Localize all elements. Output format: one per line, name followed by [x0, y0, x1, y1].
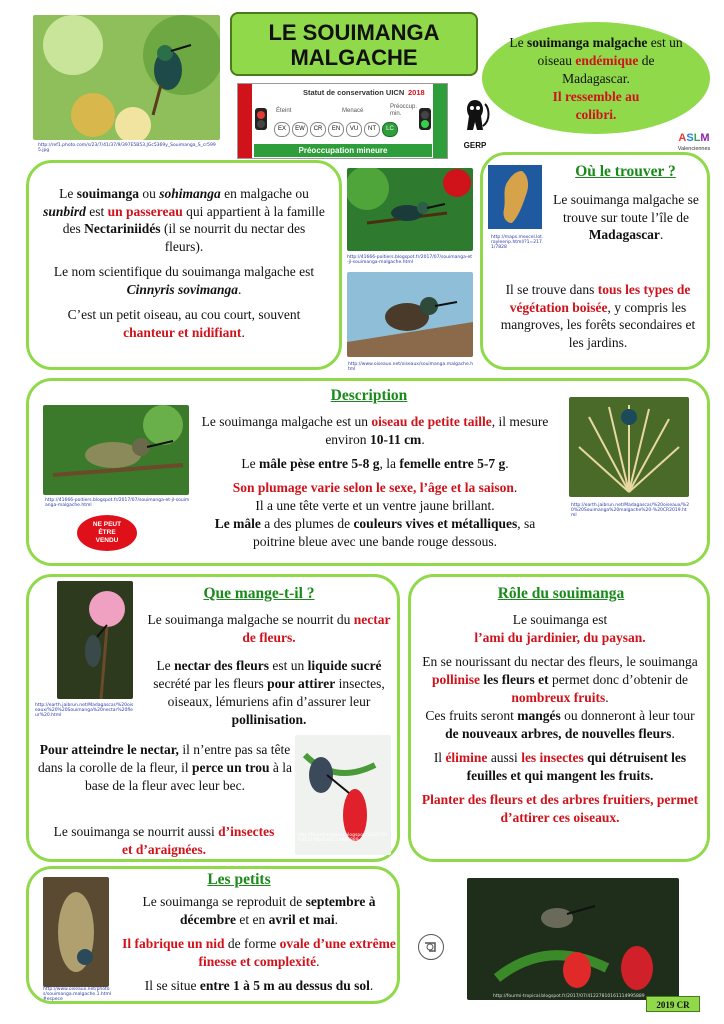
stamp-logo-icon — [418, 934, 444, 960]
title-line-1: LE SOUIMANGA — [268, 20, 440, 45]
iucn-code-lc: LC — [382, 122, 398, 137]
ou-trouver-p1: Le souimanga malgache se trouve sur toute l’île de Madagascar. — [553, 192, 699, 242]
photo-nest-url[interactable]: http://www.oiseaux.net/photos/souimanga.malgache.1.html#espece — [43, 987, 112, 1002]
iucn-year: 2018 — [408, 88, 425, 97]
intro-colibri: Il ressemble au colibri. — [552, 89, 640, 122]
iucn-code-ew: EW — [292, 122, 308, 137]
photo-bird-on-flower — [569, 397, 689, 497]
iucn-code-cr: CR — [310, 122, 326, 137]
iucn-title: Statut de conservation UICN — [303, 88, 405, 97]
ou-trouver-box — [480, 152, 710, 370]
que-mange-box — [26, 574, 400, 862]
gerp-label: GERP — [463, 141, 487, 150]
iucn-label-menace: Menacé — [342, 108, 364, 114]
iucn-code-en: EN — [328, 122, 344, 137]
photo-bird-on-flower-url[interactable]: http://earth.jaibrun.net/Madagascar/%20oiseaux/%20%20Souimanga%20malgache%20-%20CR2019.html — [571, 503, 690, 518]
mange-p3: Pour atteindre le nectar, il n’entre pas sa tête dans la corolle de la fleur, il perce un trou à la base de la fleur avec leur bec. — [38, 742, 292, 793]
iucn-code-row — [274, 122, 414, 136]
iucn-status-panel — [237, 83, 448, 159]
photo-bird-hibiscus-url[interactable]: http://fourmi-tropical.blogspot.fr/2017/07/41227810161114995889 — [493, 994, 645, 999]
photo-female-bird — [43, 405, 189, 495]
iucn-label-eteint: Éteint — [276, 108, 292, 114]
photo-bird-hibiscus — [467, 878, 679, 1000]
photo-bird-red-flower — [295, 735, 391, 855]
mange-p4: Le souimanga se nourrit aussi d’insectes et d’araignées. — [53, 824, 275, 857]
aslm-city: Valenciennes — [677, 146, 711, 152]
iucn-code-vu: VU — [346, 122, 362, 137]
top-photo-bird-on-flowers — [33, 15, 220, 140]
top-photo-url[interactable]: http://ref1.photo.com/s/23/7/41/37/9/397E5B53.JGc5369y_Souimanga_S_cr5995.jpg — [38, 143, 216, 153]
credit-badge: 2019 CR — [646, 996, 700, 1012]
ou-trouver-p2: Il se trouve dans tous les types de végétation boisée, y compris les mangroves, les forêts secondaires et les jardins. — [500, 282, 696, 350]
intro-oval: Le souimanga malgache est un oiseau endémique de Madagascar. Il ressemble au colibri. — [482, 22, 710, 134]
mange-p2: Le nectar des fleurs est un liquide sucré secrété par les fleurs pour attirer insectes, oiseaux, lémuriens afin d’assurer leur pollinisation. — [153, 658, 385, 727]
photo-nest — [43, 877, 109, 987]
ou-trouver-title: Où le trouver ? — [575, 163, 676, 180]
role-text: Le souimanga est l’ami du jardinier, du paysan. En se nourissant du nectar des fleurs, le souimanga pollinise les fleurs et permet donc d’obtenir de nombreux fruits. Ces fruits seront mangés ou donneront à leur tour de nouveaux arbres, de nouvelles fleurs. Il élimine aussi les insectes qui détruisent les feuilles et qui mangent les fruits. Planter des fleurs et des arbres fruitiers, permet d’attirer ces oiseaux. — [421, 612, 699, 825]
role-title: Rôle du souimanga — [497, 585, 625, 602]
map-url[interactable]: http://maps.mexcel.lot.rayleerip.html/?1=217.1/7828 — [491, 235, 544, 250]
iucn-code-nt: NT — [364, 122, 380, 137]
photo-bird-on-branch — [347, 168, 473, 251]
scientific-name-paragraph: Le nom scientifique du souimanga malgache est Cinnyris sovimanga. — [53, 264, 315, 297]
red-light-icon — [255, 108, 267, 130]
mange-p1: Le souimanga malgache se nourrit du nectar de fleurs. — [147, 612, 391, 645]
title-line-2: MALGACHE — [290, 45, 418, 70]
intro-paragraph: Le souimanga ou sohimanga en malgache ou sunbird est un passereau qui appartient à la famille des Nectariniidés (il se nourrit du nectar des fleurs). — [43, 186, 325, 254]
title-banner — [230, 12, 478, 76]
petit-oiseau-paragraph: C’est un petit oiseau, au cou court, souvent chanteur et nidifiant. — [67, 307, 301, 340]
que-mange-title: Que mange-t-il ? — [203, 585, 315, 602]
role-box — [408, 574, 710, 862]
photo-bird-pink-flower-url[interactable]: http://earth.jaibrun.net/Madagascar/%20oiseaux/%20%20Souimanga%20nectar%20fleur%20.html — [35, 703, 134, 718]
description-title: Description — [330, 387, 408, 404]
petits-text: Le souimanga se reproduit de septembre à décembre et en avril et mai. Il fabrique un nid de forme ovale d’une extrême finesse et complexité. Il se situe entre 1 à 5 m au dessus du sol. — [122, 894, 396, 993]
photo-female-bird-url[interactable]: http://41666-poitiers.blogspot.fr/2017/07/souimanga-et-jl-souimanga-malgache.html — [45, 498, 190, 508]
green-light-icon — [419, 108, 431, 130]
aslm-logo: ASLM Valenciennes — [668, 128, 720, 152]
photo-bird-red-flower-url[interactable]: http://fourmi-tropical.blogspot.fr/2017/07/41227810161114995889 — [297, 833, 387, 843]
photo-bird-on-branch-url[interactable]: http://41666-poitiers.blogspot.fr/2017/07/souimanga-et-jl-souimanga-malgache.html — [347, 255, 472, 265]
petits-title: Les petits — [207, 871, 271, 888]
description-text: Le souimanga malgache est un oiseau de petite taille, il mesure environ 10-11 cm. Le mâle pèse entre 5-8 g, la femelle entre 5-7 g. Son plumage varie selon le sexe, l’âge et la saison. Il a une tête verte et un ventre jaune brillant. Le mâle a des plumes de couleurs vives et métalliques, sa poitrine bleue avec une bande rouge dessous. — [201, 414, 549, 549]
iucn-code-ex: EX — [274, 122, 290, 137]
iucn-status-bar: Préoccupation mineure — [254, 144, 432, 157]
photo-bird-perched-url[interactable]: http://www.oiseaux.net/oiseaux/souimanga.malgache.html — [348, 362, 474, 372]
petits-box — [26, 866, 400, 1004]
photo-bird-pink-flower — [57, 581, 133, 699]
madagascar-map — [488, 165, 542, 229]
intro-text-box — [26, 160, 342, 370]
iucn-label-preoccup: Préoccup. min. — [390, 104, 418, 117]
not-for-sale-badge: NE PEUT ÊTRE VENDU — [77, 515, 137, 551]
photo-bird-perched — [347, 272, 473, 357]
description-box — [26, 378, 710, 566]
